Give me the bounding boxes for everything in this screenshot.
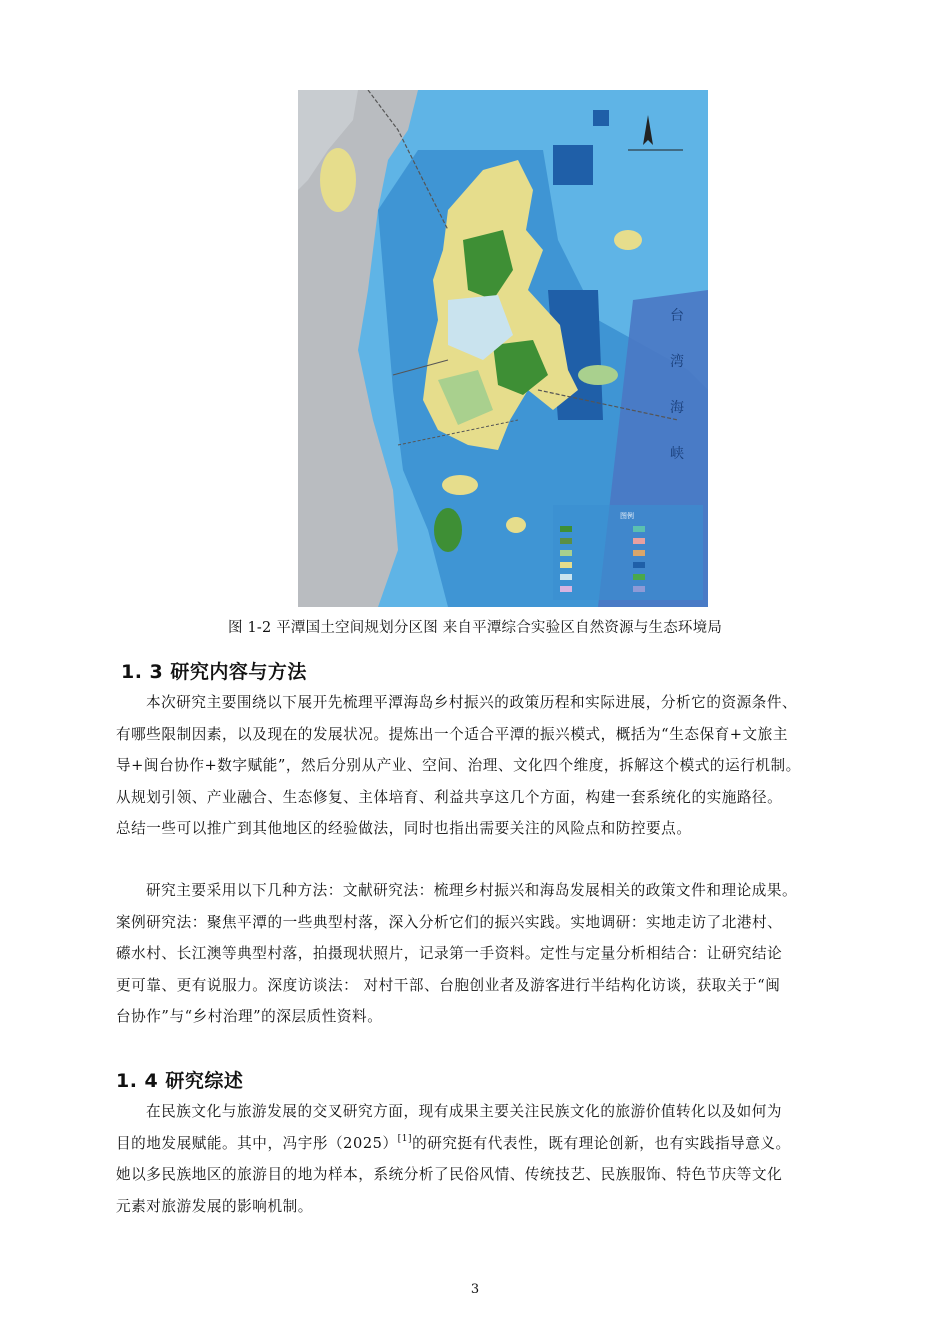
paragraph-research-content bbox=[116, 687, 860, 845]
legend-title: 图例 bbox=[620, 512, 634, 520]
paragraph-research-methods bbox=[116, 875, 860, 1033]
text-line: 更可靠、更有说服力。深度访谈法： 对村干部、台胞创业者及游客进行半结构化访谈，获取关于“闽 bbox=[116, 976, 781, 994]
text-line: 在民族文化与旅游发展的交叉研究方面，现有成果主要关注民族文化的旅游价值转化以及如何为 bbox=[146, 1103, 783, 1120]
text-line: 她以多民族地区的旅游目的地为样本，系统分析了民俗风情、传统技艺、民族服饰、特色节庆等文化 bbox=[116, 1166, 783, 1183]
citation-ref[interactable]: [1] bbox=[397, 1133, 413, 1144]
strait-label: 台湾海峡 bbox=[670, 308, 684, 462]
island-south-2 bbox=[434, 508, 462, 552]
marine-block-2 bbox=[593, 110, 609, 126]
paragraph-literature-review bbox=[116, 1096, 860, 1222]
page-number: 3 bbox=[470, 1282, 480, 1297]
text-line: 元素对旅游发展的影响机制。 bbox=[116, 1197, 313, 1215]
island-north bbox=[320, 148, 356, 212]
planning-map-figure bbox=[298, 90, 708, 607]
marine-block-1 bbox=[553, 145, 593, 185]
planning-map bbox=[298, 90, 708, 607]
section-heading-1-3: 1. 3 研究内容与方法 bbox=[121, 661, 307, 683]
text-line: 从规划引领、产业融合、生态修复、主体培育、利益共享这几个方面，构建一套系统化的实施路径。 bbox=[116, 788, 783, 806]
text-line-with-citation bbox=[116, 1128, 860, 1160]
text-line: 总结一些可以推广到其他地区的经验做法，同时也指出需要关注的风险点和防控要点。 bbox=[116, 820, 692, 837]
text-line: 案例研究法：聚焦平潭的一些典型村落，深入分析它们的振兴实践。实地调研：实地走访了北港村、 bbox=[116, 913, 783, 931]
text-line: 导+闽台协作+数字赋能”，然后分别从产业、空间、治理、文化四个维度，拆解这个模式的运行机制。 bbox=[116, 757, 801, 774]
figure-caption: 图 1-2 平潭国土空间规划分区图 来自平潭综合实验区自然资源与生态环境局 bbox=[227, 620, 723, 636]
island-south-1 bbox=[442, 475, 478, 495]
text-line: 台协作”与“乡村治理”的深层质性资料。 bbox=[116, 1008, 383, 1025]
island-southeast bbox=[578, 365, 618, 385]
island-south-3 bbox=[506, 517, 526, 533]
text-line: 本次研究主要围绕以下展开先梳理平潭海岛乡村振兴的政策历程和实际进展，分析它的资源条件、 bbox=[146, 694, 798, 711]
map-legend bbox=[553, 505, 703, 600]
text-segment: 目的地发展赋能。其中，冯宇彤（2025） bbox=[116, 1134, 398, 1152]
text-line: 有哪些限制因素，以及现在的发展状况。提炼出一个适合平潭的振兴模式，概括为“生态保育+文旅主 bbox=[116, 725, 788, 743]
section-heading-1-4: 1. 4 研究综述 bbox=[116, 1070, 244, 1092]
text-segment: 的研究挺有代表性，既有理论创新，也有实践指导意义。 bbox=[412, 1134, 791, 1152]
text-line: 礤水村、长江澳等典型村落，拍摄现状照片，记录第一手资料。定性与定量分析相结合：让研究结论 bbox=[116, 945, 783, 962]
island-east bbox=[614, 230, 642, 250]
text-line: 研究主要采用以下几种方法：文献研究法：梳理乡村振兴和海岛发展相关的政策文件和理论成果。 bbox=[146, 882, 798, 899]
